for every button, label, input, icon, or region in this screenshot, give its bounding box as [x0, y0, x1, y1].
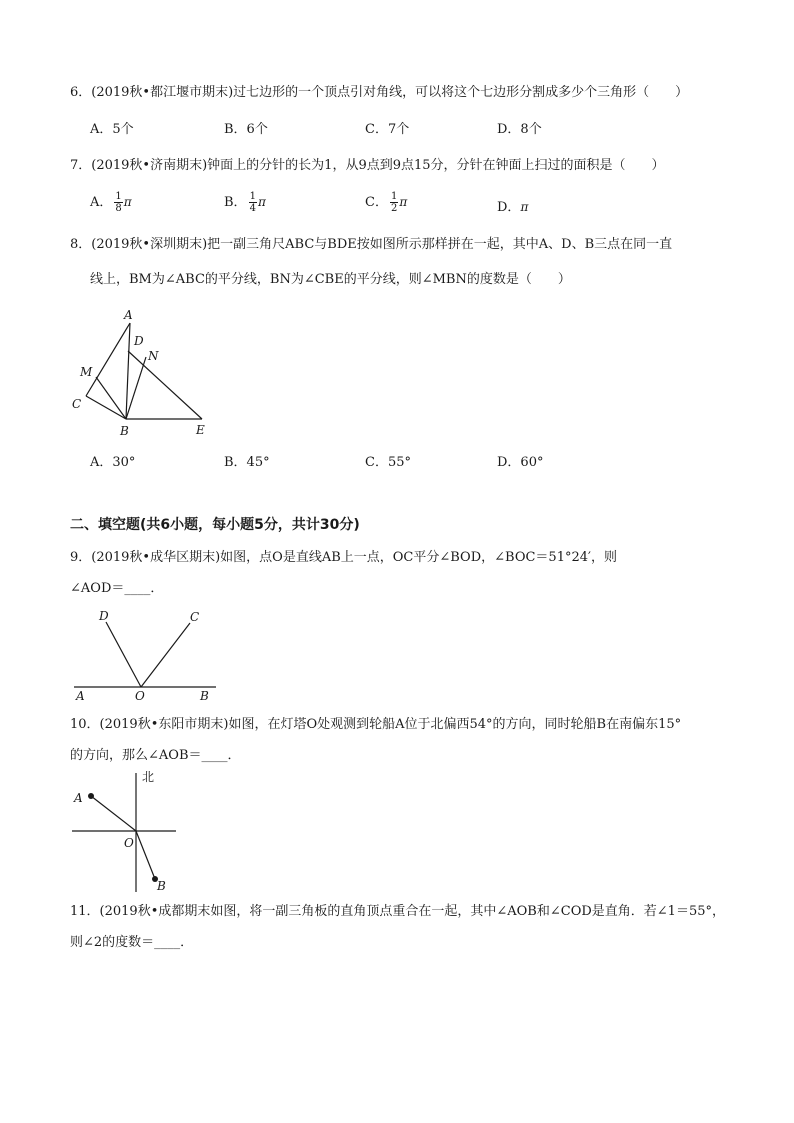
- q8-choice-a[interactable]: A．30°: [90, 455, 136, 470]
- q11-stem-line1: 11．(2019秋•成都期末如图，将一副三角板的直角顶点重合在一起，其中∠AOB和∠COD是直角．若∠1＝55°，: [70, 904, 725, 919]
- pi-symbol: π: [399, 195, 408, 209]
- q7-stem: 7．(2019秋•济南期末)钟面上的分针的长为1，从9点到9点15分，分针在钟面上扫过的面积是（ ）: [70, 158, 665, 173]
- q10-stem-line1: 10．(2019秋•东阳市期末)如图，在灯塔O处观测到轮船A位于北偏西54°的方向，同时轮船B在南偏东15°: [70, 717, 682, 732]
- label-m: M: [80, 365, 93, 379]
- choice-label: D．: [497, 200, 521, 215]
- q9-stem-line1: 9．(2019秋•成华区期末)如图，点O是直线AB上一点，OC平分∠BOD，∠BOC＝51°24′，则: [70, 550, 617, 565]
- choice-label: A．: [90, 195, 113, 210]
- fraction: $\frac{1}{8}$: [115, 191, 122, 214]
- q6-choice-c[interactable]: C．7个: [365, 122, 410, 137]
- section-heading: 二、填空题(共6小题，每小题5分，共计30分): [70, 517, 360, 533]
- label-c: C: [72, 397, 82, 411]
- label-e: E: [196, 423, 205, 437]
- q8-stem-line2: 线上，BM为∠ABC的平分线，BN为∠CBE的平分线，则∠MBN的度数是（ ）: [90, 272, 571, 287]
- label-o: O: [124, 836, 134, 850]
- choice-label: B．: [224, 195, 247, 210]
- label-b: B: [157, 879, 166, 893]
- pi-symbol: π: [123, 195, 132, 209]
- label-a: A: [74, 791, 83, 805]
- label-a: A: [124, 308, 133, 322]
- q9-stem-line2: ∠AOD＝____．: [70, 581, 164, 596]
- q6-choice-a[interactable]: A．5个: [90, 122, 134, 137]
- fraction: $\frac{1}{2}$: [390, 191, 398, 214]
- label-n: N: [148, 349, 159, 363]
- q6-choice-b[interactable]: B．6个: [224, 122, 268, 137]
- ray-ob: [136, 831, 155, 879]
- choice-label: C．: [365, 195, 388, 210]
- label-north: 北: [142, 770, 155, 784]
- label-c: C: [190, 610, 200, 624]
- q8-stem-line1: 8．(2019秋•深圳期末)把一副三角尺ABC与BDE按如图所示那样拼在一起，其中A、D、B三点在同一直: [70, 237, 673, 252]
- label-b: B: [200, 689, 209, 703]
- label-o: O: [135, 689, 145, 703]
- ray-oa: [91, 796, 136, 831]
- label-d: D: [99, 609, 109, 623]
- fraction: $\frac{1}{4}$: [249, 191, 256, 214]
- q10-stem-line2: 的方向，那么∠AOB＝____．: [70, 748, 241, 763]
- q6-stem: 6．(2019秋•都江堰市期末)过七边形的一个顶点引对角线，可以将这个七边形分割成多少个三角形（ ）: [70, 85, 689, 100]
- pi-symbol: π: [520, 200, 529, 214]
- label-a: A: [76, 689, 85, 703]
- q8-choice-c[interactable]: C．55°: [365, 455, 411, 470]
- q8-choice-d[interactable]: D．60°: [497, 455, 544, 470]
- label-b: B: [120, 424, 129, 438]
- point-a: [88, 793, 94, 799]
- q8-choice-b[interactable]: B．45°: [224, 455, 270, 470]
- q6-choice-d[interactable]: D．8个: [497, 122, 542, 137]
- label-d: D: [134, 334, 144, 348]
- q11-stem-line2: 则∠2的度数＝____．: [70, 935, 194, 950]
- pi-symbol: π: [257, 195, 266, 209]
